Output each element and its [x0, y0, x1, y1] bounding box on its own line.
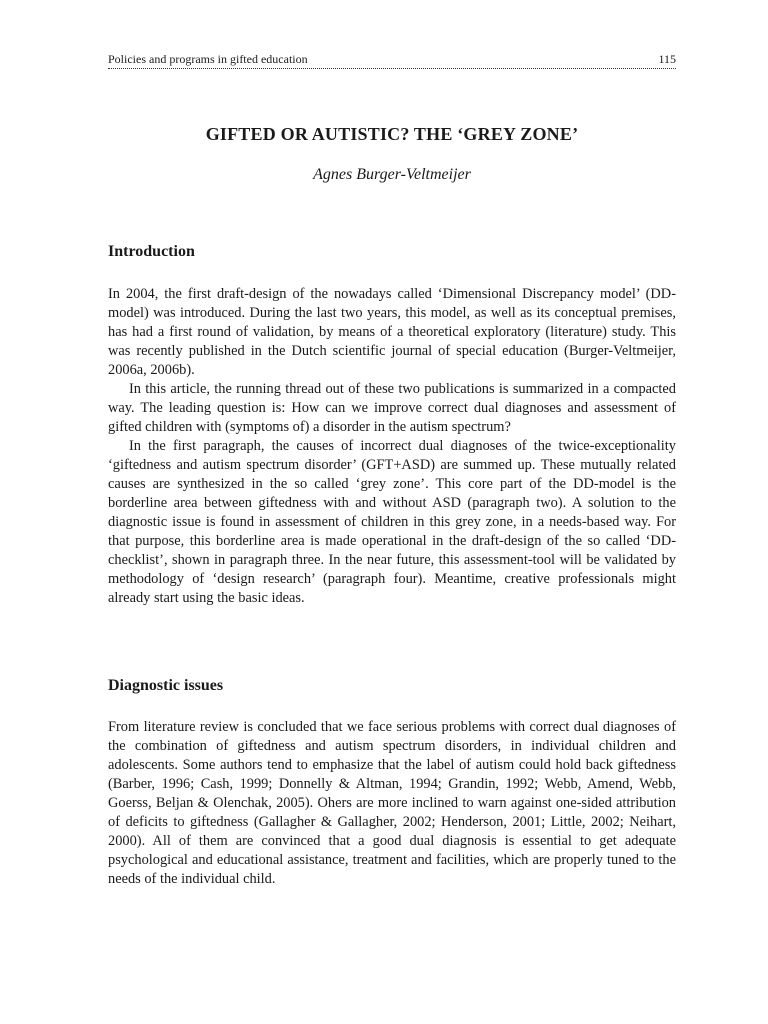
section-body-diagnostic-issues: [108, 718, 676, 889]
paragraph: In 2004, the first draft-design of the nowadays called ‘Dimensional Discrepancy model’ (DD-model) was introduced. During the last two years, this model, as well as its conceptual premises, has had a first round of validation, by means of a theoretical exploratory (literature) study. This was recently published in the Dutch scientific journal of special education (Burger-Veltmeijer, 2006a, 2006b).: [108, 286, 676, 378]
section-heading-introduction: Introduction: [108, 243, 195, 260]
section-heading-diagnostic-issues: Diagnostic issues: [108, 677, 224, 694]
running-head-title: Policies and programs in gifted education: [108, 52, 308, 66]
article-author: Agnes Burger-Veltmeijer: [313, 166, 471, 183]
running-head: [108, 48, 676, 69]
paragraph: In this article, the running thread out of these two publications is summarized in a compacted way. The leading question is: How can we improve correct dual diagnoses and assessment of gifted children with (symptoms of) a disorder in the autism spectrum?: [108, 381, 676, 435]
document-page: [108, 0, 676, 1024]
paragraph: From literature review is concluded that we face serious problems with correct dual diagnoses of the combination of giftedness and autism spectrum disorders, in individual children and adolescents. Some authors tend to emphasize that the label of autism could hold back giftedness (Barber, 1996; Cash, 1999; Donnelly & Altman, 1994; Grandin, 1992; Webb, Amend, Webb, Goerss, Beljan & Olenchak, 2005). Ohers are more inclined to warn against one-sided attribution of deficits to giftedness (Gallagher & Gallagher, 2002; Henderson, 2001; Little, 2002; Neihart, 2000). All of them are convinced that a good dual diagnosis is essential to get adequate psychological and educational assistance, treatment and facilities, which are properly tuned to the needs of the individual child.: [108, 719, 676, 887]
article-title: GIFTED OR AUTISTIC? THE ‘GREY ZONE’: [205, 124, 579, 144]
section-body-introduction: [108, 285, 676, 608]
paragraph: In the first paragraph, the causes of incorrect dual diagnoses of the twice-exceptionality ‘giftedness and autism spectrum disorder’ (GFT+ASD) are summed up. These mutually related causes are synthesized in the so called ‘grey zone’. This core part of the DD-model is the borderline area between giftedness with and without ASD (paragraph two). A solution to the diagnostic issue is found in assessment of children in this grey zone, in a needs-based way. For that purpose, this borderline area is made operational in the draft-design of the so called ‘DD-checklist’, shown in paragraph three. In the near future, this assessment-tool will be validated by methodology of ‘design research’ (paragraph four). Meantime, creative professionals might already start using the basic ideas.: [108, 438, 676, 606]
page-number: 115: [658, 52, 676, 66]
